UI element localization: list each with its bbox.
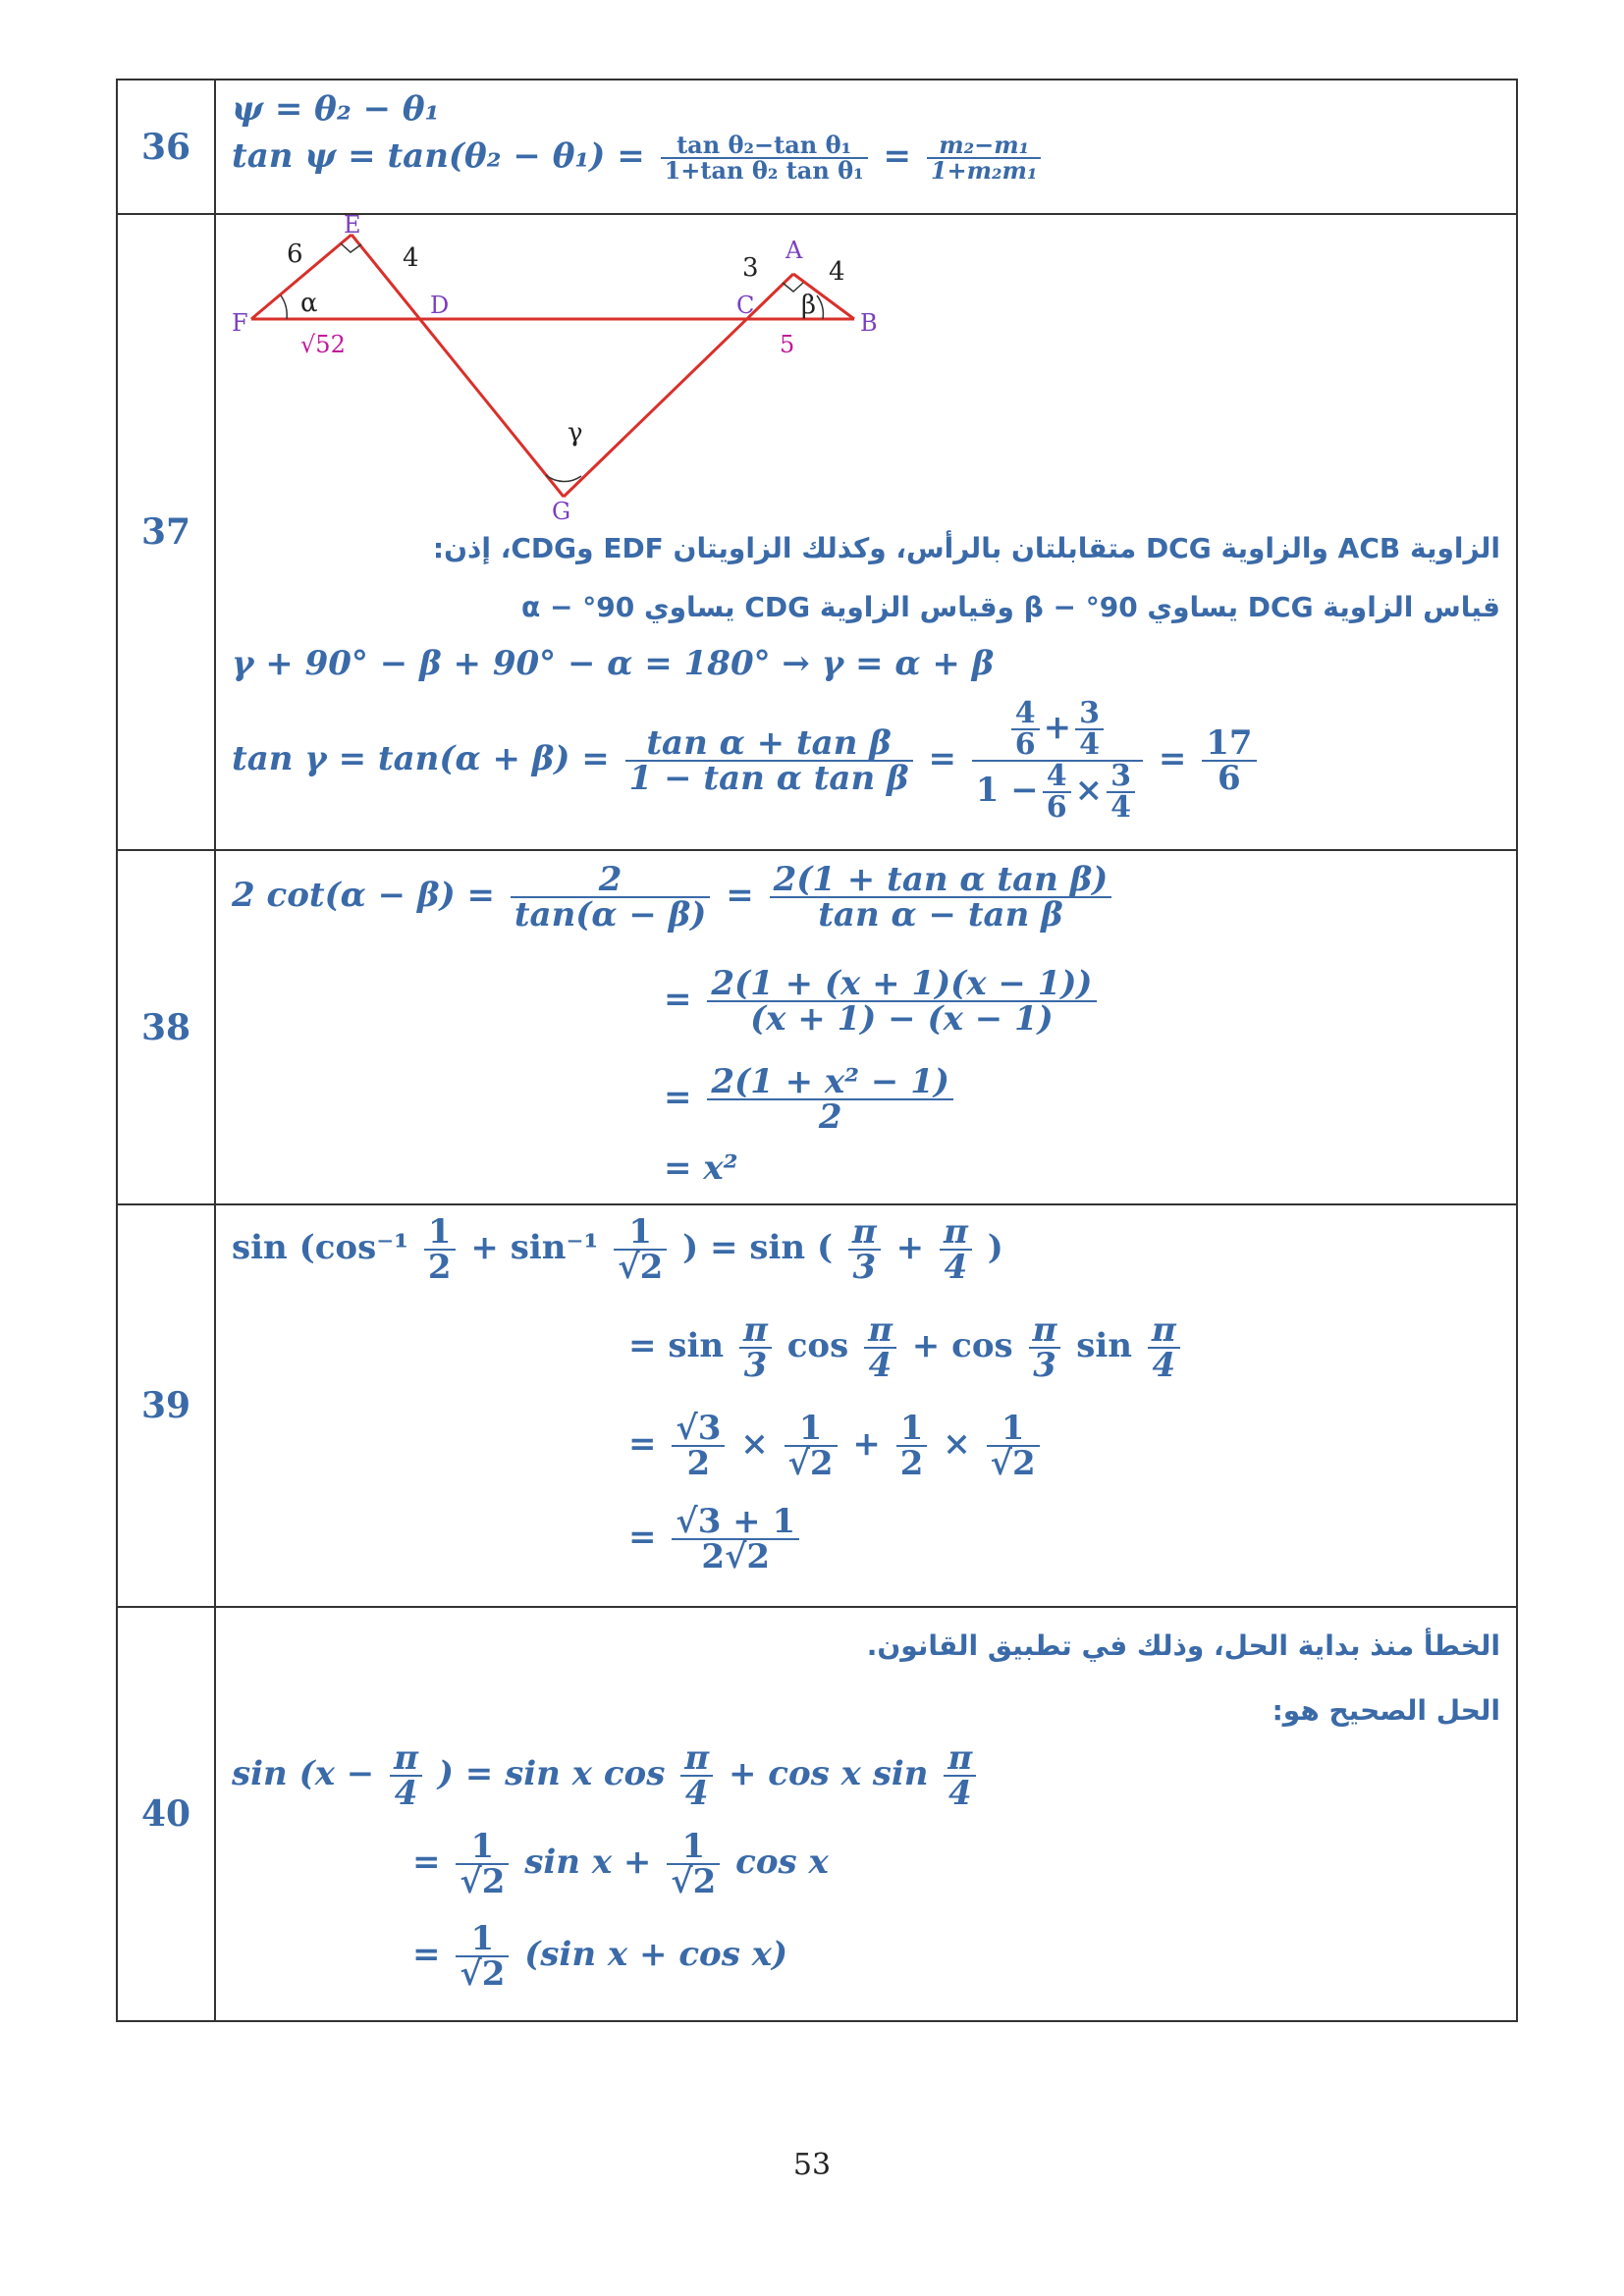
solution-cell [215, 850, 1517, 1204]
numerator: 4 [1043, 762, 1071, 793]
numerator: 1 [456, 1830, 509, 1865]
fraction [614, 1212, 667, 1287]
row-37 [117, 214, 1517, 850]
numerator: π [848, 1215, 881, 1251]
page-number: 53 [792, 2148, 832, 2182]
side-ed: 4 [403, 243, 419, 273]
equals-sign: = [928, 739, 956, 778]
numerator: 1 [456, 1922, 509, 1957]
minus-term: 1 − [975, 771, 1039, 810]
fraction [456, 1827, 509, 1901]
solution-cell [215, 80, 1517, 214]
numerator: tan α + tan β [625, 726, 913, 762]
fraction [1075, 696, 1104, 762]
denominator: 3 [743, 1346, 768, 1385]
equals-sign: = [883, 136, 911, 176]
label-b: B [860, 309, 878, 337]
angle-beta: β [801, 291, 817, 320]
fraction [424, 1212, 456, 1287]
numerator: 2(1 + x² − 1) [707, 1065, 953, 1100]
equation-text: + cos x sin [728, 1754, 929, 1793]
fraction [625, 723, 913, 798]
denominator: 6 [1046, 790, 1067, 825]
compound-fraction [972, 696, 1143, 825]
equation-text: cos x [735, 1842, 829, 1882]
fraction [456, 1919, 509, 1994]
fraction [848, 1212, 881, 1287]
angle-gamma: γ [568, 418, 583, 448]
equation-line [628, 1502, 803, 1576]
denominator: √2 [671, 1862, 717, 1901]
row-number: 38 [117, 850, 215, 1204]
equals-sign: = [628, 1424, 657, 1464]
denominator: 1+m₂m₁ [930, 156, 1038, 185]
equation-line [232, 1212, 1003, 1287]
denominator: 1+tan θ₂ tan θ₁ [664, 156, 864, 185]
denominator: √2 [787, 1444, 834, 1483]
equation-text: sin (x − [232, 1754, 375, 1793]
triangles-figure [216, 211, 1522, 525]
fraction [1029, 1310, 1061, 1385]
equals-sign: = [412, 1935, 441, 1974]
length-cb: 5 [780, 331, 795, 358]
numerator: 3 [1107, 762, 1135, 793]
numerator: π [680, 1741, 713, 1777]
equals-sign: = [412, 1842, 441, 1882]
times-sign: × [740, 1424, 769, 1464]
fraction [864, 1310, 896, 1385]
numerator: tan θ₂−tan θ₁ [661, 133, 868, 159]
fraction [667, 1827, 720, 1901]
equation-line [664, 964, 1101, 1039]
denominator: 2 [818, 1097, 842, 1137]
explanation-text: الخطأ منذ بداية الحل، وذلك في تطبيق القانون. [866, 1629, 1500, 1662]
equation-text: sin [1076, 1326, 1133, 1365]
fraction [1107, 759, 1135, 825]
numerator: π [944, 1741, 976, 1777]
equation-text: + cos [911, 1326, 1013, 1365]
fraction [940, 1212, 972, 1287]
equation-line [412, 1919, 788, 1994]
equation-text: = sin [628, 1326, 725, 1365]
numerator [972, 696, 1143, 762]
fraction [785, 1409, 838, 1483]
denominator [972, 759, 1143, 825]
fraction [944, 1738, 976, 1813]
equation-text: sin (cos⁻¹ [232, 1228, 409, 1267]
equation-text: tan γ = tan(α + β) = [232, 739, 610, 778]
numerator: 1 [424, 1215, 456, 1251]
side-fe: 6 [287, 240, 303, 269]
equation-line [664, 1062, 957, 1137]
row-39 [117, 1204, 1517, 1607]
equation-line: γ + 90° − β + 90° − α = 180° → γ = α + β [232, 644, 995, 683]
denominator: 4 [1152, 1346, 1176, 1385]
solution-cell [215, 211, 1517, 850]
side-ca: 3 [742, 253, 759, 283]
row-number: 39 [117, 1204, 215, 1607]
numerator: 1 [987, 1412, 1040, 1447]
row-number: 37 [117, 214, 215, 850]
label-e: E [344, 211, 361, 239]
numerator: √3 [672, 1412, 725, 1447]
solutions-table [116, 79, 1518, 2022]
row-40 [117, 1607, 1517, 2021]
explanation-text: قياس الزاوية DCG يساوي 90° − β وقياس الزاوية CDG يساوي 90° − α [521, 591, 1500, 623]
denominator: 2 [899, 1444, 924, 1483]
equation-line: ψ = θ₂ − θ₁ [232, 89, 440, 129]
denominator: 1 − tan α tan β [628, 759, 909, 798]
numerator: 4 [1011, 699, 1040, 730]
equation-line [232, 1738, 980, 1813]
equals-sign: = [664, 1078, 692, 1117]
label-c: C [736, 292, 755, 319]
numerator: 2 [511, 863, 711, 898]
equals-sign: = [1158, 739, 1187, 778]
denominator: 4 [1110, 790, 1132, 825]
denominator: 6 [1218, 759, 1241, 798]
denominator: 6 [1014, 727, 1036, 762]
fraction [739, 1310, 772, 1385]
equals-sign: = [628, 1518, 657, 1557]
numerator: 1 [667, 1830, 720, 1865]
explanation-text: الزاوية ACB والزاوية DCG متقابلتان بالرأس، وكذلك الزاويتان EDF وCDG، إذن: [432, 532, 1500, 564]
row-number: 36 [117, 80, 215, 214]
denominator: 4 [868, 1346, 893, 1385]
solution-cell [215, 1204, 1517, 1607]
numerator: 1 [785, 1412, 838, 1447]
equation-text: (sin x + cos x) [524, 1935, 788, 1974]
label-d: D [430, 292, 450, 319]
angle-arc-alpha [281, 295, 287, 319]
numerator: 2(1 + (x + 1)(x − 1)) [707, 967, 1096, 1002]
fraction [1148, 1310, 1180, 1385]
fraction [1011, 696, 1040, 762]
line-eg [352, 235, 564, 497]
fraction [672, 1502, 799, 1576]
denominator: 2 [427, 1248, 452, 1287]
numerator: π [739, 1313, 772, 1349]
fraction [680, 1738, 713, 1813]
denominator: (x + 1) − (x − 1) [750, 999, 1054, 1039]
equation-text: + sin⁻¹ [470, 1228, 599, 1267]
denominator: tan α − tan β [818, 895, 1063, 934]
equation-text: tan ψ = tan(θ₂ − θ₁) = [232, 136, 645, 176]
numerator: π [940, 1215, 972, 1251]
fraction [707, 964, 1096, 1039]
right-angle-mark-a [783, 283, 803, 292]
denominator: 4 [684, 1774, 709, 1813]
line-ga [564, 274, 793, 497]
equation-line: = x² [664, 1148, 738, 1188]
equation-text: sin x + [524, 1842, 652, 1882]
equation-line [232, 860, 1115, 934]
denominator: √2 [460, 1954, 506, 1994]
plus-sign: + [1043, 708, 1072, 747]
numerator: π [1029, 1313, 1061, 1349]
fraction [987, 1409, 1040, 1483]
row-38 [117, 850, 1517, 1204]
fraction [1043, 759, 1071, 825]
equation-text: ) = sin ( [682, 1228, 834, 1267]
numerator: 1 [896, 1412, 928, 1447]
numerator: π [390, 1741, 422, 1777]
denominator: 3 [1033, 1346, 1056, 1385]
equals-sign: = [664, 980, 692, 1019]
denominator: 2√2 [701, 1537, 771, 1576]
denominator: 4 [944, 1248, 968, 1287]
equation-text: ) [987, 1228, 1003, 1267]
numerator: π [1148, 1313, 1180, 1349]
denominator: 4 [394, 1774, 418, 1813]
equation-text: ) = sin x cos [437, 1754, 666, 1793]
fraction [1202, 723, 1256, 798]
solution-cell [215, 1607, 1517, 2021]
equals-sign: = [726, 876, 754, 915]
label-f: F [232, 309, 248, 337]
denominator: 2 [686, 1444, 711, 1483]
label-a: A [785, 237, 803, 264]
explanation-text: الحل الصحيح هو: [1272, 1694, 1500, 1727]
numerator: 17 [1202, 726, 1256, 762]
denominator: √2 [990, 1444, 1036, 1483]
denominator: 4 [947, 1774, 972, 1813]
fraction [672, 1409, 725, 1483]
plus-sign: + [852, 1424, 881, 1464]
fraction [390, 1738, 422, 1813]
angle-arc-beta [817, 295, 823, 319]
row-36 [117, 80, 1517, 214]
times-sign: × [1074, 771, 1104, 810]
equation-line [232, 696, 1261, 825]
numerator: √3 + 1 [672, 1505, 799, 1540]
denominator: 4 [1079, 727, 1101, 762]
numerator: 1 [614, 1215, 667, 1251]
side-ab: 4 [829, 257, 845, 287]
label-g: G [552, 498, 571, 525]
fraction [927, 133, 1042, 183]
denominator: √2 [618, 1248, 664, 1287]
fraction [770, 860, 1112, 934]
fraction [896, 1409, 928, 1483]
fraction [707, 1062, 953, 1137]
numerator: π [864, 1313, 896, 1349]
equation-line [628, 1409, 1044, 1483]
equation-text: 2 cot(α − β) = [232, 876, 495, 915]
numerator: 3 [1075, 699, 1104, 730]
row-number: 40 [117, 1607, 215, 2021]
fraction [511, 860, 711, 934]
length-fd: √52 [300, 331, 346, 358]
denominator: 3 [852, 1248, 877, 1287]
equation-line [412, 1827, 829, 1901]
numerator: m₂−m₁ [927, 133, 1042, 159]
times-sign: × [943, 1424, 971, 1464]
denominator: √2 [460, 1862, 506, 1901]
equation-line [628, 1310, 1184, 1385]
numerator: 2(1 + tan α tan β) [770, 863, 1112, 898]
fraction [661, 133, 868, 183]
angle-alpha: α [300, 289, 318, 318]
plus-sign: + [895, 1228, 925, 1267]
equation-line [232, 133, 1045, 183]
equation-text: cos [786, 1326, 849, 1365]
denominator: tan(α − β) [514, 895, 707, 934]
